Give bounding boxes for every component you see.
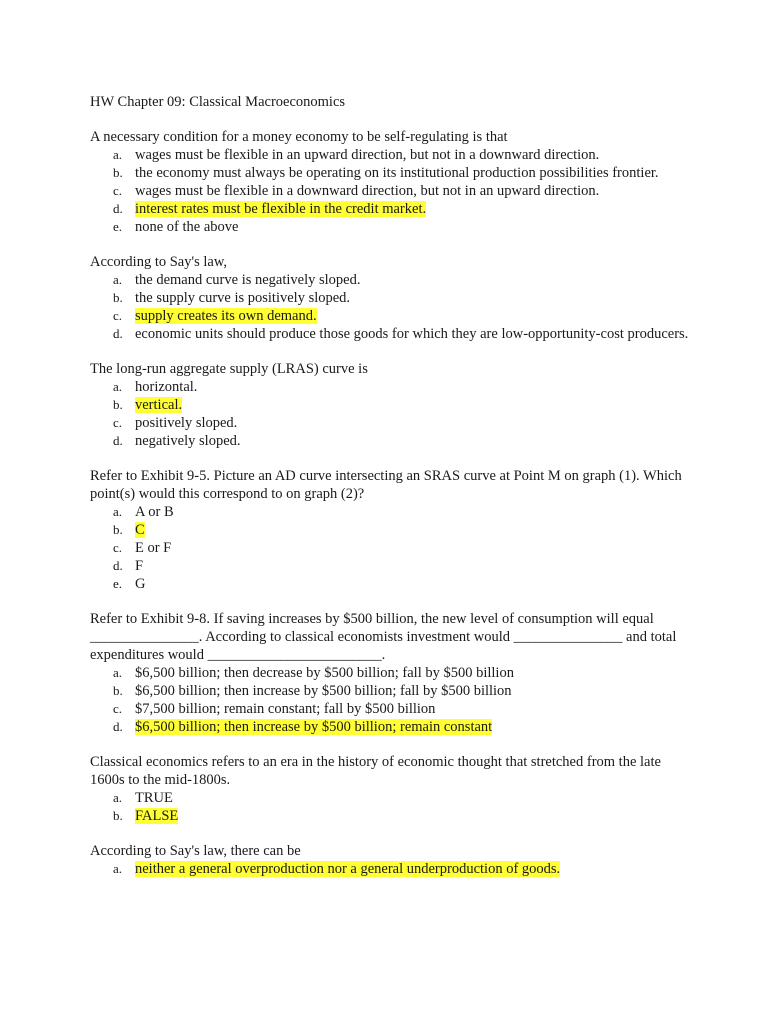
option-letter: c. <box>113 701 123 716</box>
option-text: negatively sloped. <box>135 433 241 449</box>
option-text: $6,500 billion; then decrease by $500 billion; fall by $500 billion <box>135 665 514 681</box>
question-stem: The long-run aggregate supply (LRAS) curve is <box>90 361 368 377</box>
option-letter: d. <box>113 201 123 216</box>
option-text: F <box>135 558 144 574</box>
option-text: the demand curve is negatively sloped. <box>135 272 361 288</box>
option-text: E or F <box>135 540 172 556</box>
option-letter: d. <box>113 719 123 734</box>
option-letter: a. <box>113 504 123 519</box>
option-letter: b. <box>113 808 123 823</box>
option-text: the economy must always be operating on its institutional production possibilities frontier. <box>135 165 659 181</box>
question-stem: A necessary condition for a money economy to be self-regulating is that <box>90 129 508 145</box>
answer-option <box>90 664 690 682</box>
question-block <box>90 128 690 236</box>
highlighted-answer: supply creates its own demand. <box>135 308 317 324</box>
answer-option <box>90 378 690 396</box>
highlighted-answer: C <box>135 522 145 538</box>
option-letter: d. <box>113 326 123 341</box>
option-text: horizontal. <box>135 379 198 395</box>
option-letter: a. <box>113 790 123 805</box>
answer-option <box>90 414 690 432</box>
option-letter: a. <box>113 665 123 680</box>
question-list <box>90 128 690 878</box>
answer-option <box>90 182 690 200</box>
option-letter: d. <box>113 558 123 573</box>
option-letter: c. <box>113 415 123 430</box>
answer-option <box>90 682 690 700</box>
question-block <box>90 753 690 825</box>
option-letter: c. <box>113 308 123 323</box>
answer-option <box>90 432 690 450</box>
answer-options <box>90 378 690 450</box>
option-letter: b. <box>113 165 123 180</box>
option-text: wages must be flexible in a downward direction, but not in an upward direction. <box>135 183 600 199</box>
document-title: HW Chapter 09: Classical Macroeconomics <box>90 94 346 110</box>
answer-option <box>90 557 690 575</box>
option-text: $6,500 billion; then increase by $500 billion; fall by $500 billion <box>135 683 512 699</box>
question-stem: Refer to Exhibit 9-8. If saving increases by $500 billion, the new level of consumption will equal _______________. According to classical economists investment would _______________ and total expenditures would ________________________. <box>90 611 677 663</box>
answer-option <box>90 521 690 539</box>
answer-option <box>90 718 690 736</box>
answer-option <box>90 807 690 825</box>
question-stem: According to Say's law, <box>90 254 227 270</box>
answer-option <box>90 575 690 593</box>
option-letter: b. <box>113 290 123 305</box>
question-stem: Classical economics refers to an era in the history of economic thought that stretched from the late 1600s to the mid-1800s. <box>90 754 661 788</box>
highlighted-answer: vertical. <box>135 397 183 413</box>
option-text: $7,500 billion; remain constant; fall by $500 billion <box>135 701 436 717</box>
option-text: G <box>135 576 146 592</box>
answer-options <box>90 146 690 236</box>
option-letter: a. <box>113 272 123 287</box>
option-text: TRUE <box>135 790 173 806</box>
highlighted-answer: $6,500 billion; then increase by $500 billion; remain constant <box>135 719 493 735</box>
option-letter: a. <box>113 379 123 394</box>
answer-options <box>90 271 690 343</box>
answer-option <box>90 789 690 807</box>
question-block <box>90 253 690 343</box>
answer-option <box>90 539 690 557</box>
answer-option <box>90 396 690 414</box>
option-letter: c. <box>113 540 123 555</box>
question-block <box>90 842 690 878</box>
question-block <box>90 610 690 736</box>
answer-option <box>90 164 690 182</box>
answer-option <box>90 271 690 289</box>
answer-options <box>90 860 690 878</box>
answer-option <box>90 700 690 718</box>
option-letter: b. <box>113 397 123 412</box>
option-text: A or B <box>135 504 174 520</box>
option-letter: c. <box>113 183 123 198</box>
highlighted-answer: interest rates must be flexible in the credit market. <box>135 201 427 217</box>
option-text: the supply curve is positively sloped. <box>135 290 351 306</box>
answer-option <box>90 200 690 218</box>
answer-option <box>90 503 690 521</box>
answer-options <box>90 664 690 736</box>
answer-options <box>90 789 690 825</box>
question-block <box>90 360 690 450</box>
question-block <box>90 467 690 593</box>
question-stem: According to Say's law, there can be <box>90 843 301 859</box>
highlighted-answer: FALSE <box>135 808 179 824</box>
option-letter: e. <box>113 219 123 234</box>
answer-option <box>90 325 690 343</box>
option-letter: d. <box>113 433 123 448</box>
option-letter: b. <box>113 683 123 698</box>
answer-option <box>90 860 690 878</box>
highlighted-answer: neither a general overproduction nor a general underproduction of goods. <box>135 861 561 877</box>
option-text: wages must be flexible in an upward direction, but not in a downward direction. <box>135 147 600 163</box>
answer-option <box>90 289 690 307</box>
answer-option <box>90 146 690 164</box>
answer-option <box>90 218 690 236</box>
answer-options <box>90 503 690 593</box>
option-text: economic units should produce those goods for which they are low-opportunity-cost producers. <box>135 326 689 342</box>
question-stem: Refer to Exhibit 9-5. Picture an AD curve intersecting an SRAS curve at Point M on graph (1). Which point(s) would this correspond to on graph (2)? <box>90 468 682 502</box>
answer-option <box>90 307 690 325</box>
option-text: positively sloped. <box>135 415 238 431</box>
option-letter: b. <box>113 522 123 537</box>
option-letter: a. <box>113 147 123 162</box>
document-page <box>90 93 690 895</box>
option-letter: e. <box>113 576 123 591</box>
option-text: none of the above <box>135 219 239 235</box>
option-letter: a. <box>113 861 123 876</box>
